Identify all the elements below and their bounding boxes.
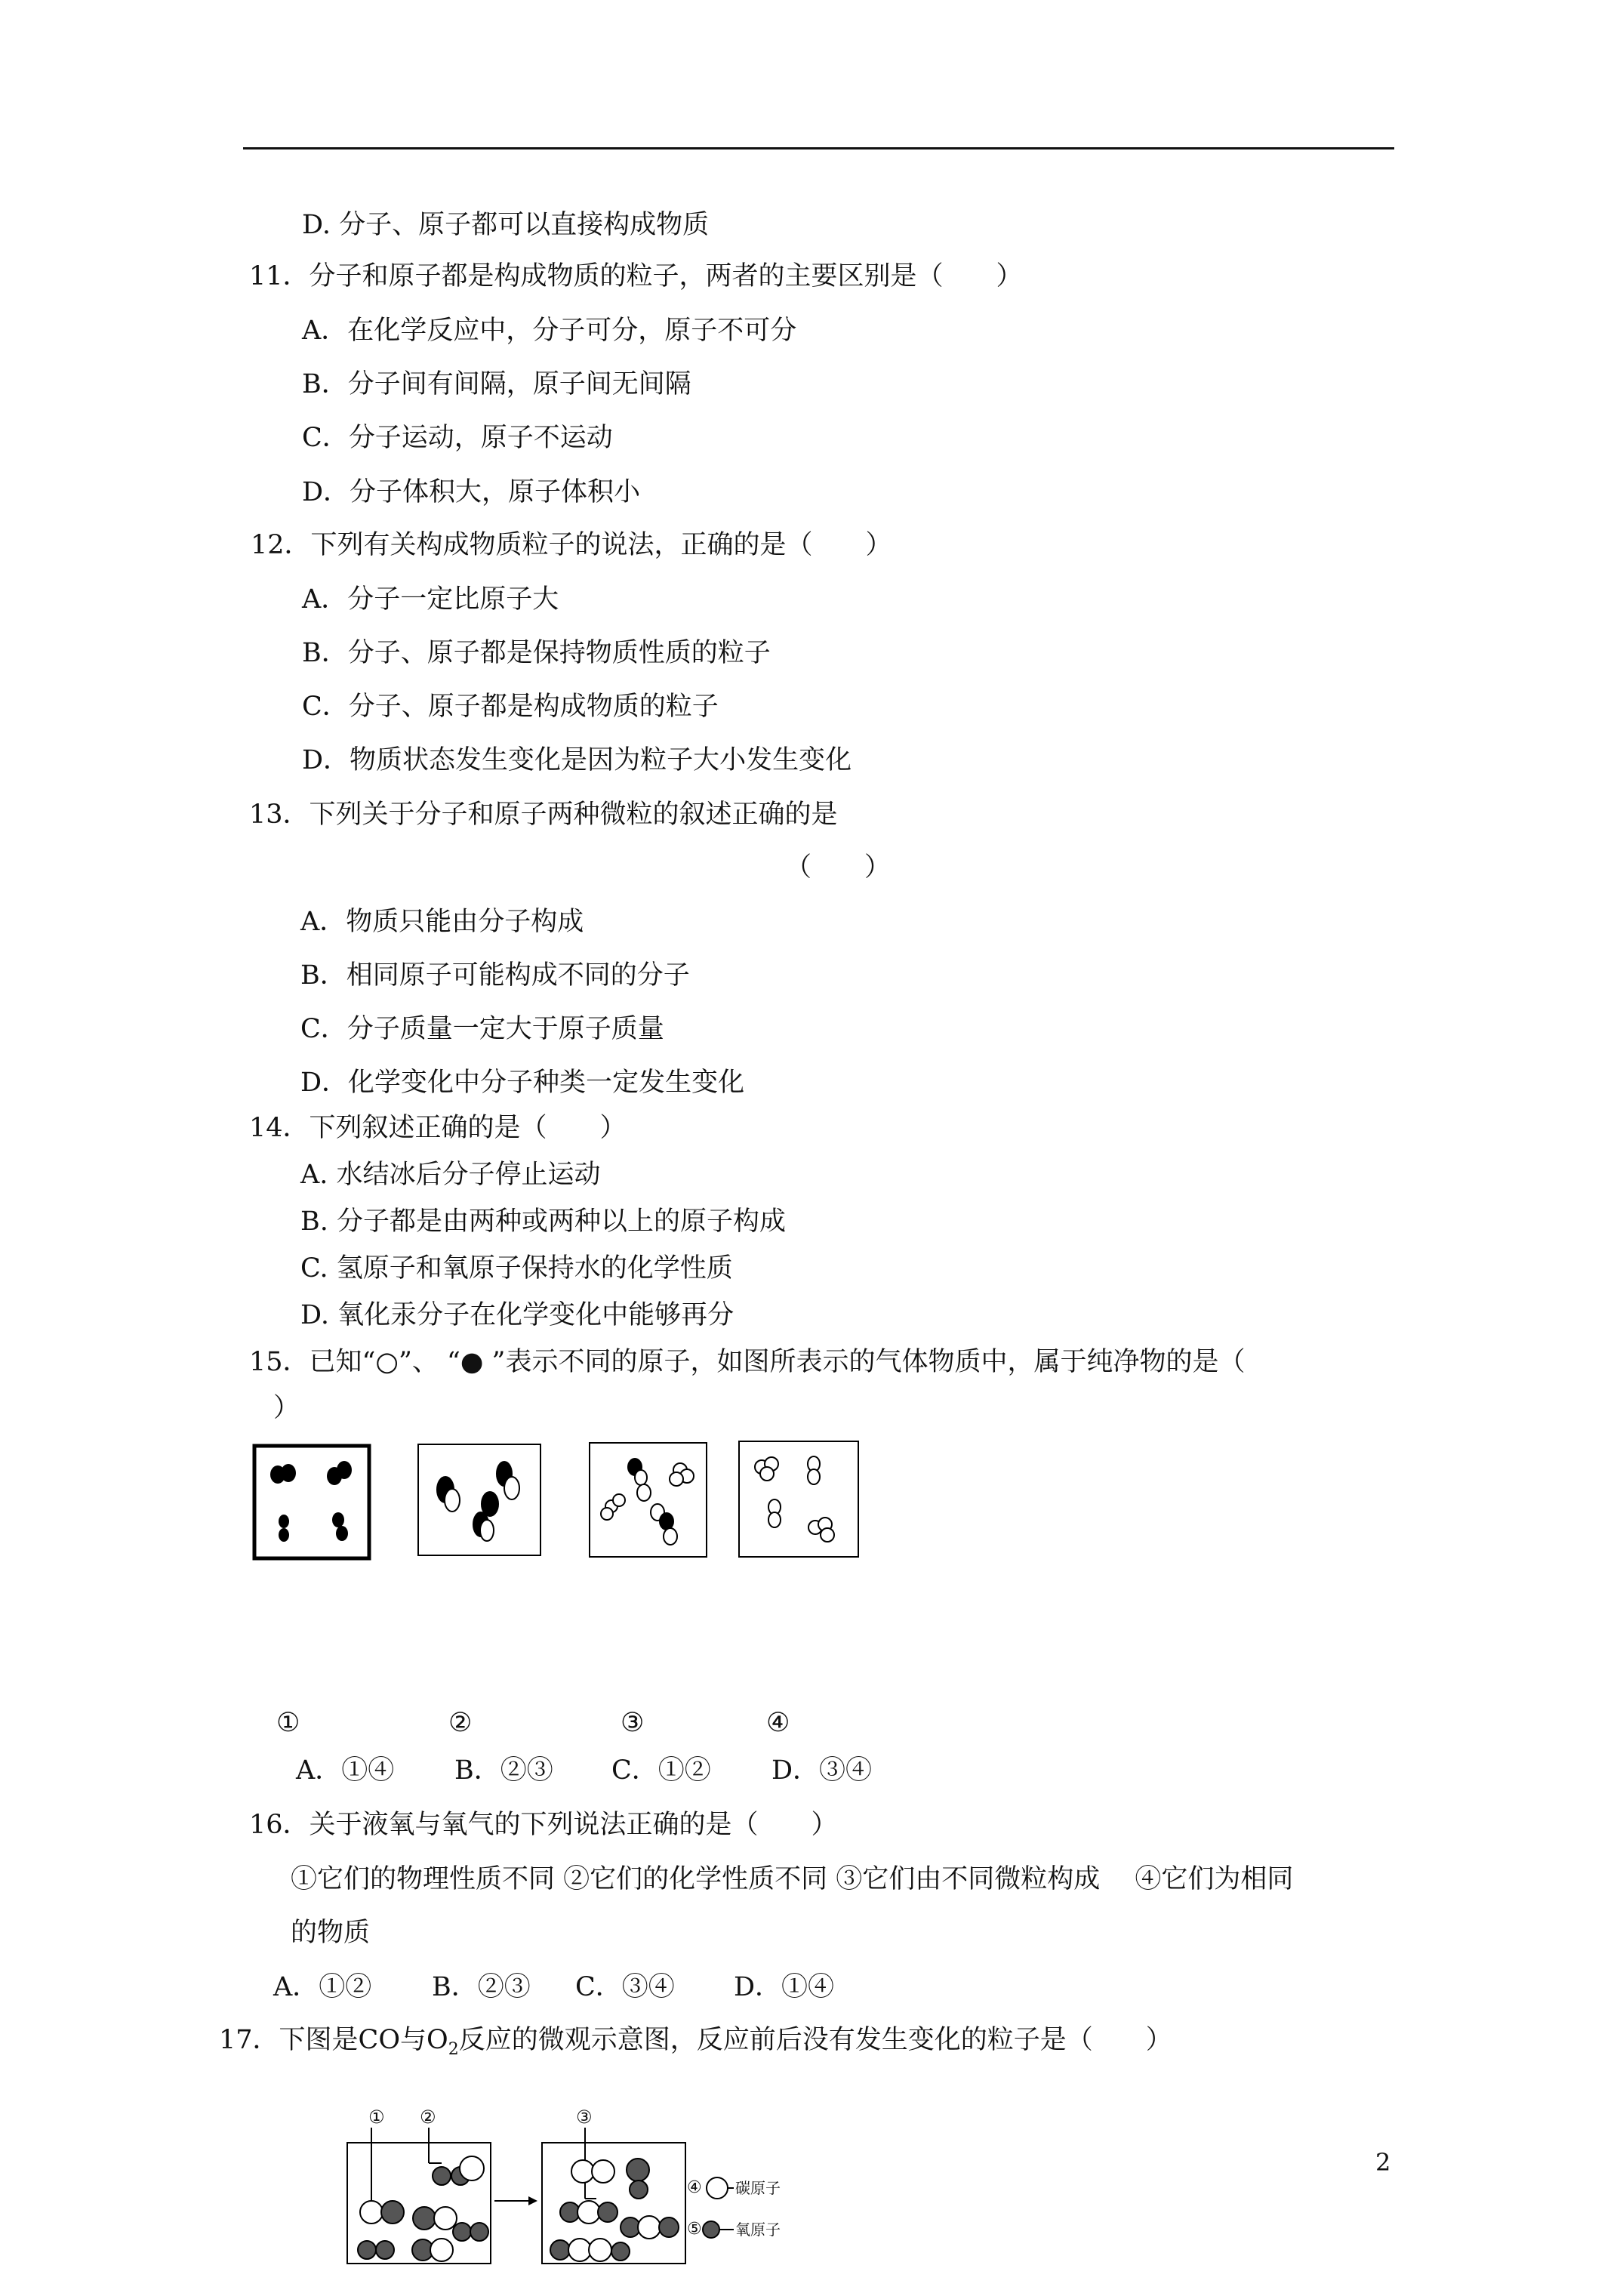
- q12-stem: 12．下列有关构成物质粒子的说法，正确的是（ ）: [251, 530, 892, 560]
- q15-box-label-2: ②: [448, 1708, 473, 1738]
- q12-option-d: D．物质状态发生变化是因为粒子大小发生变化: [302, 745, 852, 775]
- box4: [739, 1441, 858, 1557]
- q13-option-c: C．分子质量一定大于原子质量: [300, 1014, 664, 1044]
- q15-option-d: D．③④: [771, 1755, 873, 1786]
- q11-option-a: A．在化学反应中，分子可分，原子不可分: [302, 316, 797, 346]
- q17-legend-label-oxygen: 氧原子: [735, 2220, 781, 2239]
- q16-statements-continued: 的物质: [291, 1918, 371, 1948]
- header-rule: [243, 147, 1394, 149]
- q11-stem: 11．分子和原子都是构成物质的粒子，两者的主要区别是（ ）: [249, 261, 1023, 291]
- q16-option-c: C．③④: [575, 1972, 675, 2002]
- q16-stem: 16．关于液氧与氧气的下列说法正确的是（ ）: [249, 1810, 838, 1840]
- box2: [418, 1444, 540, 1555]
- page-number: 2: [1375, 2148, 1391, 2177]
- q17-stem-pre: 17．下图是CO与O: [219, 2025, 448, 2055]
- q15-box-label-1: ①: [276, 1708, 300, 1738]
- q11-option-d: D．分子体积大，原子体积小: [302, 477, 641, 507]
- q15-stem: 15．已知“○”、 “● ”表示不同的原子，如图所表示的气体物质中，属于纯净物的是（: [249, 1347, 1246, 1377]
- q15-box-label-3: ③: [621, 1708, 645, 1738]
- q17-stem: [219, 2023, 1172, 2066]
- q15-molecule-boxes-figure: [249, 1431, 868, 1567]
- q13-option-a: A．物质只能由分子构成: [300, 907, 584, 937]
- q11-option-b: B．分子间有间隔，原子间无间隔: [302, 369, 691, 399]
- q17-stem-post: 反应的微观示意图，反应前后没有发生变化的粒子是（ ）: [458, 2025, 1172, 2055]
- q14-option-a: A. 水结冰后分子停止运动: [300, 1160, 601, 1190]
- box3-molecules: [601, 1459, 694, 1545]
- q13-stem: 13．下列关于分子和原子两种微粒的叙述正确的是: [249, 800, 838, 830]
- q17-legend-num-carbon: ④: [687, 2178, 702, 2197]
- q10-option-d: D. 分子、原子都可以直接构成物质: [302, 210, 710, 240]
- q15-stem-continued: ）: [273, 1393, 300, 1423]
- q16-option-a: A．①②: [273, 1972, 372, 2002]
- q14-stem: 14．下列叙述正确的是（ ）: [249, 1113, 627, 1143]
- q15-option-b: B．②③: [454, 1755, 553, 1786]
- q17-legend-num-oxygen: ⑤: [687, 2220, 702, 2239]
- q12-option-c: C．分子、原子都是构成物质的粒子: [302, 692, 719, 722]
- q17-callout-3: ③: [576, 2106, 593, 2128]
- box4-molecules: [755, 1456, 834, 1542]
- q15-box-label-4: ④: [766, 1708, 790, 1738]
- q16-statements: ①它们的物理性质不同 ②它们的化学性质不同 ③它们由不同微粒构成 ④它们为相同: [291, 1864, 1294, 1894]
- q12-option-b: B．分子、原子都是保持物质性质的粒子: [302, 638, 771, 668]
- box1-molecules: [270, 1461, 352, 1542]
- q13-option-d: D．化学变化中分子种类一定发生变化: [300, 1068, 745, 1098]
- q16-option-b: B．②③: [432, 1972, 531, 2002]
- box2-molecules: [437, 1462, 519, 1541]
- box1: [254, 1446, 369, 1558]
- q14-option-b: B. 分子都是由两种或两种以上的原子构成: [300, 1207, 786, 1237]
- q17-callout-2: ②: [420, 2106, 436, 2128]
- q14-option-d: D. 氧化汞分子在化学变化中能够再分: [300, 1300, 735, 1330]
- q11-option-c: C．分子运动，原子不运动: [302, 423, 613, 453]
- q17-callout-1: ①: [368, 2106, 385, 2128]
- q17-subscript: 2: [448, 2040, 459, 2059]
- q16-option-d: D．①④: [734, 1972, 835, 2002]
- q15-option-c: C．①②: [611, 1755, 711, 1786]
- q14-option-c: C. 氢原子和氧原子保持水的化学性质: [300, 1253, 733, 1284]
- q15-option-a: A．①④: [296, 1755, 395, 1786]
- q17-legend-label-carbon: 碳原子: [735, 2179, 781, 2197]
- q12-option-a: A．分子一定比原子大: [302, 584, 559, 615]
- q13-answer-paren: （ ）: [785, 852, 892, 883]
- q13-option-b: B．相同原子可能构成不同的分子: [300, 960, 690, 991]
